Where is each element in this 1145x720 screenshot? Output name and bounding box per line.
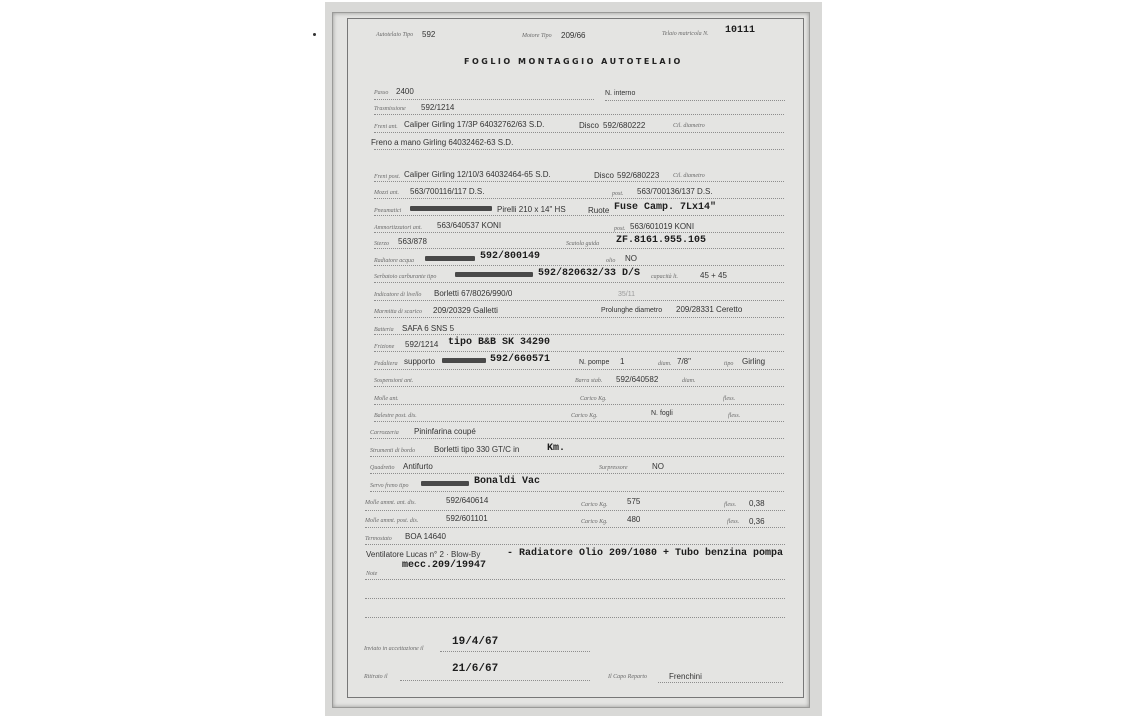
batteria-label: Batteria (374, 327, 394, 333)
crossed-out-text (421, 481, 469, 486)
trasmissione-label: Trasmissione (374, 106, 406, 112)
line (605, 100, 785, 101)
line (365, 544, 785, 545)
line (365, 579, 785, 580)
carrozzeria-label: Carrozzeria (370, 430, 399, 436)
line (374, 317, 784, 318)
motore-value: 209/66 (561, 31, 586, 40)
strumenti-label: Strumenti di bordo (370, 448, 416, 454)
inviato-value: 19/4/67 (452, 636, 499, 648)
note-line1-typed: - Radiatore Olio 209/1080 + Tubo benzina pompa (507, 548, 784, 559)
surpressore-label: Surpressore (599, 465, 628, 471)
termostato-value: BOA 14640 (405, 532, 446, 541)
note-line2-typed: mecc.209/19947 (402, 560, 487, 571)
capo-label: Il Capo Reparto (608, 674, 647, 680)
ammortizzatori-value: 563/640537 KONI (437, 221, 502, 230)
page-title: FOGLIO MONTAGGIO AUTOTELAIO (464, 57, 683, 66)
line (365, 617, 785, 618)
indicatore-value: Borletti 67/8026/990/0 (434, 289, 513, 298)
line (374, 265, 784, 266)
line (374, 99, 594, 100)
pneumatici-label: Pneumatici (374, 208, 402, 214)
sospensioni-label: Sospensioni ant. (374, 378, 414, 384)
pneumatici-value: Pirelli 210 x 14" HS (497, 205, 566, 214)
balestre-label: Balestre post. dis. (374, 413, 417, 419)
line (374, 181, 784, 182)
frizione-tipo: tipo B&B SK 34290 (448, 337, 551, 348)
mozzi-ant-label: Mozzi ant. (374, 190, 400, 196)
olio-label: olio (606, 258, 616, 264)
disco-post-value: 592/680223 (617, 171, 660, 180)
cil-diametro-label: Cil. diametro (673, 123, 705, 129)
fless-post-label: fless. (727, 519, 740, 525)
indicatore-extra: 35/11 (618, 291, 635, 298)
line (374, 421, 784, 422)
servo-label: Servo freno tipo (370, 483, 409, 489)
strumenti-value: Borletti tipo 330 GT/C in (434, 445, 520, 454)
carico-ant-value: 575 (627, 497, 641, 506)
serbatoio-label: Serbatoio carburante tipo (374, 274, 437, 280)
fless2-label: fless. (728, 413, 741, 419)
ruote-value: Fuse Camp. 7Lx14" (614, 202, 717, 213)
note-label: Note (366, 571, 378, 577)
servo-value: Bonaldi Vac (474, 476, 541, 487)
molle-ammt-post-value: 592/601101 (446, 514, 488, 523)
sterzo-value: 563/878 (398, 237, 427, 246)
carico-post-label: Carico Kg. (581, 519, 608, 525)
batteria-value: SAFA 6 SNS 5 (402, 324, 455, 333)
line (370, 438, 784, 439)
radiatore-value: 592/800149 (480, 251, 541, 262)
molle-ammt-ant-value: 592/640614 (446, 496, 489, 505)
speck (313, 33, 316, 36)
diam2-label: diam. (682, 378, 696, 384)
capacita-label: capacità lt. (651, 274, 678, 280)
line (400, 680, 590, 681)
indicatore-label: Indicatore di livello (374, 292, 422, 298)
autotelaio-value: 592 (422, 30, 436, 39)
line (374, 114, 784, 115)
frizione-value: 592/1214 (405, 340, 439, 349)
serbatoio-value: 592/820632/33 D/S (538, 268, 641, 279)
line (374, 248, 784, 249)
line (370, 491, 784, 492)
mozzi-post-value: 563/700136/137 D.S. (637, 187, 713, 196)
disco-ant-label: Disco (579, 121, 600, 130)
line (365, 527, 785, 528)
passo-label: Passo (374, 90, 389, 96)
tipo-value: Girling (742, 357, 766, 366)
line (370, 473, 784, 474)
carico-kg2-label: Carico Kg. (571, 413, 598, 419)
diam-value: 7/8" (677, 357, 691, 366)
trasmissione-value: 592/1214 (421, 103, 455, 112)
line (374, 149, 784, 150)
line (365, 598, 785, 599)
freni-post-label: Freni post. (374, 174, 401, 180)
line (374, 386, 784, 387)
line (370, 456, 784, 457)
sterzo-label: Sterzo (374, 241, 389, 247)
pedaliera-label: Pedaliera (374, 361, 398, 367)
fless-ant-value: 0,38 (749, 499, 765, 508)
ritirato-value: 21/6/67 (452, 663, 499, 675)
ammortizzatori-post-label: post. (614, 226, 626, 232)
carrozzeria-value: Pininfarina coupé (414, 427, 476, 436)
molle-ammt-post-label: Molle ammt. post. dis. (365, 518, 419, 524)
scatola-guida-label: Scatola guida (566, 241, 600, 247)
ammortizzatori-label: Ammortizzatori ant. (374, 225, 423, 231)
capacita-value: 45 + 45 (700, 271, 727, 280)
prolunghe-value: 209/28331 Ceretto (676, 305, 743, 314)
note-line1: Ventilatore Lucas n° 2 · Blow-By (366, 550, 481, 559)
marmitta-label: Marmitta di scarico (374, 309, 422, 315)
surpressore-value: NO (652, 462, 664, 471)
line (658, 682, 783, 683)
disco-ant-value: 592/680222 (603, 121, 646, 130)
line (374, 198, 784, 199)
olio-value: NO (625, 254, 637, 263)
crossed-out-text (455, 272, 533, 277)
freni-ant-label: Freni ant. (374, 124, 398, 130)
termostato-label: Termostato (365, 536, 392, 542)
diam-label: diam. (658, 361, 672, 367)
ammortizzatori-post-value: 563/601019 KONI (630, 222, 695, 231)
frizione-label: Frizione (374, 344, 395, 350)
line (374, 132, 784, 133)
line (374, 300, 784, 301)
barra-label: Barra stab. (575, 378, 603, 384)
fless-post-value: 0,36 (749, 517, 765, 526)
autotelaio-label: Autotelaio Tipo (376, 32, 414, 38)
ritirato-label: Ritirato il (364, 674, 388, 680)
inviato-label: Inviato in accettazione il (364, 646, 424, 652)
line (374, 351, 784, 352)
crossed-out-text (442, 358, 486, 363)
telaio-label: Telaio matricola N. (662, 31, 709, 37)
pedaliera-value: supporto (404, 357, 436, 366)
motore-label: Motore Tipo (522, 33, 552, 39)
radiatore-label: Radiatore acqua (374, 258, 414, 264)
fless-label: fless. (723, 396, 736, 402)
n-fogli-label: N. fogli (651, 410, 673, 417)
line (374, 232, 784, 233)
quadretto-value: Antifurto (403, 462, 433, 471)
scatola-guida-value: ZF.8161.955.105 (616, 235, 707, 246)
quadretto-label: Quadretto (370, 465, 395, 471)
molle-ant-label: Molle ant. (374, 396, 399, 402)
disco-post-label: Disco (594, 171, 615, 180)
freni-ant-value: Caliper Girling 17/3P 64032762/63 S.D. (404, 120, 545, 129)
tipo-label: tipo (724, 361, 734, 367)
fless-ant-label: fless. (724, 502, 737, 508)
carico-ant-label: Carico Kg. (581, 502, 608, 508)
mozzi-post-label: post. (612, 191, 624, 197)
crossed-out-text (410, 206, 492, 211)
passo-value: 2400 (396, 87, 414, 96)
carico-kg-label: Carico Kg. (580, 396, 607, 402)
line (374, 404, 784, 405)
prolunghe-label: Prolunghe diametro (601, 307, 663, 314)
line (374, 282, 784, 283)
barra-value: 592/640582 (616, 375, 659, 384)
cil-diametro2-label: Cil. diametro (673, 173, 705, 179)
line (365, 510, 785, 511)
line (374, 215, 784, 216)
n-interno-label: N. interno (605, 90, 636, 97)
mozzi-ant-value: 563/700116/117 D.S. (410, 187, 485, 196)
pedaliera-code: 592/660571 (490, 354, 551, 365)
capo-value: Frenchini (669, 672, 702, 681)
n-pompe-value: 1 (620, 357, 625, 366)
freni-post-value: Caliper Girling 12/10/3 64032464-65 S.D. (404, 170, 551, 179)
molle-ammt-ant-label: Molle ammt. ant. dis. (365, 500, 416, 506)
ruote-label: Ruote (588, 206, 610, 215)
crossed-out-text (425, 256, 475, 261)
strumenti-unit: Km. (547, 443, 566, 454)
carico-post-value: 480 (627, 515, 641, 524)
line (440, 651, 590, 652)
marmitta-value: 209/20329 Galletti (433, 306, 498, 315)
line (374, 369, 784, 370)
telaio-value: 10111 (725, 25, 756, 36)
freno-mano-value: Freno a mano Girling 64032462-63 S.D. (371, 138, 514, 147)
line (374, 334, 784, 335)
n-pompe-label: N. pompe (579, 359, 610, 366)
